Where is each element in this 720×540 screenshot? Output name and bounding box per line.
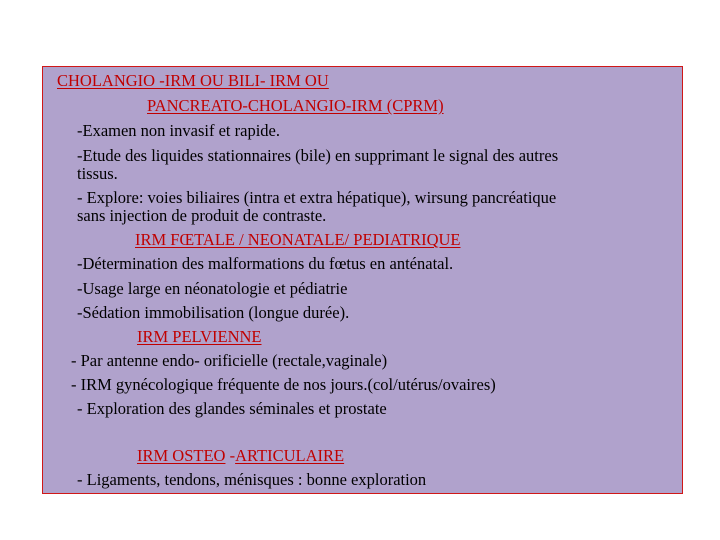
foetale-item-1: -Détermination des malformations du fœtus en anténatal. [77, 254, 454, 273]
pelvienne-item-3: - Exploration des glandes séminales et prostate [77, 399, 387, 418]
osteo-heading-part1: IRM OSTEO [137, 446, 226, 465]
cprm-heading-line2: PANCREATO-CHOLANGIO-IRM (CPRM) [147, 96, 444, 115]
osteo-heading-separator: - [225, 446, 236, 465]
cprm-item-3-line2: sans injection de produit de contraste. [77, 206, 327, 225]
cprm-item-2-line2: tissus. [77, 164, 118, 183]
pelvienne-heading: IRM PELVIENNE [137, 327, 262, 346]
cprm-heading-line1: CHOLANGIO -IRM OU BILI- IRM OU [57, 71, 329, 90]
cprm-item-1: -Examen non invasif et rapide. [77, 121, 280, 140]
foetale-item-2: -Usage large en néonatologie et pédiatrie [77, 279, 348, 298]
foetale-heading: IRM FŒTALE / NEONATALE/ PEDIATRIQUE [135, 230, 461, 249]
pelvienne-item-2: - IRM gynécologique fréquente de nos jours.(col/utérus/ovaires) [71, 375, 496, 394]
content-box [42, 66, 683, 494]
osteo-heading [137, 446, 344, 465]
pelvienne-item-1: - Par antenne endo- orificielle (rectale,vaginale) [71, 351, 388, 370]
osteo-heading-part2: ARTICULAIRE [235, 446, 345, 465]
cprm-item-2-line1: -Etude des liquides stationnaires (bile) en supprimant le signal des autres [77, 146, 559, 165]
cprm-item-3-line1: - Explore: voies biliaires (intra et extra hépatique), wirsung pancréatique [77, 188, 557, 207]
osteo-item-1: - Ligaments, tendons, ménisques : bonne exploration [77, 470, 427, 489]
foetale-item-3: -Sédation immobilisation (longue durée). [77, 303, 350, 322]
